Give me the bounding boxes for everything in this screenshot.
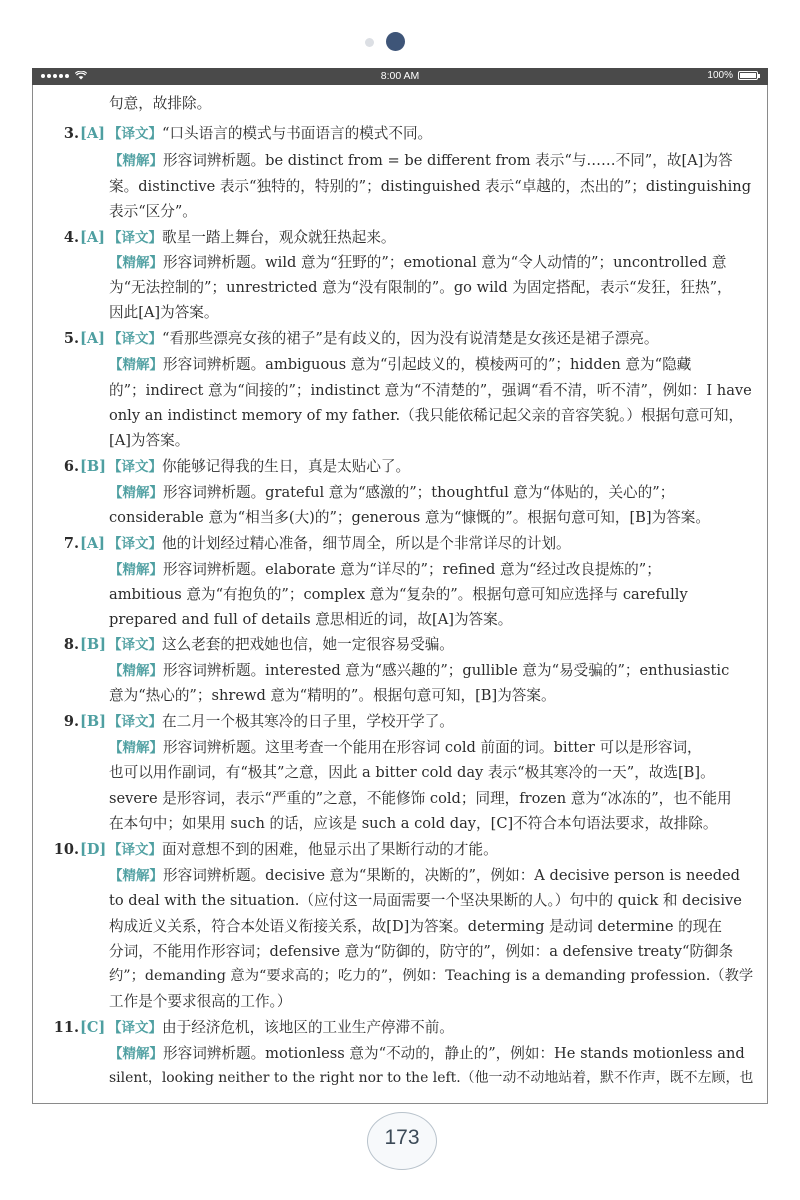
translation-line: 【译文】面对意想不到的困难，他显示出了果断行动的才能。 (108, 841, 498, 858)
analysis-line: 分词，不能用作形容词；defensive 意为“防御的，防守的”，例如：a defensive treaty“防御条 (109, 943, 734, 960)
analysis-line: 【精解】形容词辨析题。be distinct from = be different from 表示“与……不同”，故[A]为答 (109, 152, 733, 169)
answer-key: [B] (80, 458, 106, 475)
camera-icon (386, 32, 405, 51)
analysis-line: silent，looking neither to the right nor to the left.（他一动不动地站着，默不作声，既不左顾，也 (109, 1070, 754, 1086)
answer-key: [D] (80, 841, 107, 858)
page-number: 173 (384, 1126, 420, 1149)
analysis-line: 【精解】形容词辨析题。wild 意为“狂野的”；emotional 意为“令人动情的”；uncontrolled 意 (109, 254, 727, 271)
analysis-line: 【精解】形容词辨析题。interested 意为“感兴趣的”；gullible 意为“易受骗的”；enthusiastic (109, 662, 730, 679)
analysis-line: ambitious 意为“有抱负的”；complex 意为“复杂的”。根据句意可知应选择与 carefully (109, 586, 688, 603)
question-number: 8. (63, 636, 79, 653)
question-number: 7. (63, 535, 79, 552)
translation-line: 【译文】他的计划经过精心准备，细节周全，所以是个非常详尽的计划。 (108, 535, 571, 552)
analysis-line: 为“无法控制的”；unrestricted 意为“没有限制的”。go wild 为固定搭配，表示“发狂，狂热”， (109, 279, 732, 296)
translation-line: 【译文】你能够记得我的生日，真是太贴心了。 (108, 458, 411, 475)
status-time: 8:00 AM (380, 70, 420, 82)
translation-tag: 【译文】 (108, 126, 162, 142)
answer-key: [A] (80, 535, 105, 552)
analysis-line: 构成近义关系，符合本处语义衔接关系，故[D]为答案。determing 是动词 determine 的现在 (109, 918, 722, 935)
analysis-line: 表示“区分”。 (109, 203, 197, 220)
question-number: 4. (63, 229, 79, 246)
answer-key: [C] (80, 1019, 106, 1036)
analysis-line: 【精解】形容词辨析题。decisive 意为“果断的，决断的”，例如：A decisive person is needed (109, 867, 741, 884)
analysis-line: 案。distinctive 表示“独特的，特别的”；distinguished 表示“卓越的，杰出的”；distinguishing (109, 178, 752, 195)
battery-level (740, 73, 756, 78)
translation-line: 【译文】由于经济危机，该地区的工业生产停滞不前。 (108, 1019, 454, 1036)
analysis-line: 【精解】形容词辨析题。motionless 意为“不动的，静止的”，例如：He stands motionless and (109, 1045, 745, 1062)
analysis-line: to deal with the situation.（应付这一局面需要一个坚决果断的人。）句中的 quick 和 decisive (109, 892, 742, 909)
translation-line: 【译文】在二月一个极其寒冷的日子里，学校开学了。 (108, 713, 454, 730)
analysis-line: prepared and full of details 意思相近的词，故[A]为答案。 (109, 611, 513, 628)
answer-key: [A] (80, 229, 105, 246)
analysis-line: severe 是形容词，表示“严重的”之意，不能修饰 cold；同理，frozen 意为“冰冻的”，也不能用 (109, 790, 732, 807)
battery-icon (738, 71, 758, 80)
analysis-line: 工作是个要求很高的工作。） (109, 993, 292, 1010)
analysis-line: 的”；indirect 意为“间接的”；indistinct 意为“不清楚的”，强调“看不清，听不清”，例如：I have (109, 382, 752, 399)
question-number: 10. (53, 841, 79, 858)
answer-key: [A] (80, 125, 105, 142)
analysis-line: 因此[A]为答案。 (109, 304, 219, 321)
continued-text: 句意，故排除。 (109, 95, 212, 112)
analysis-line: only an indistinct memory of my father.（我只能依稀记起父亲的音容笑貌。）根据句意可知， (109, 407, 744, 424)
translation-line: 【译文】歌星一踏上舞台，观众就狂热起来。 (108, 229, 396, 246)
analysis-line: [A]为答案。 (109, 432, 190, 449)
analysis-line: 在本句中；如果用 such 的话，应该是 such a cold day，[C]不符合本句语法要求，故排除。 (109, 815, 718, 832)
translation-line: 【译文】“看那些漂亮女孩的裙子”是有歧义的，因为没有说清楚是女孩还是裙子漂亮。 (108, 330, 659, 347)
question-number: 11. (53, 1019, 79, 1036)
status-bar (32, 68, 768, 85)
analysis-line: 【精解】形容词辨析题。ambiguous 意为“引起歧义的，模棱两可的”；hidden 意为“隐藏 (109, 356, 692, 373)
translation-line: 【译文】“口头语言的模式与书面语言的模式不同。 (108, 125, 433, 142)
answer-key: [A] (80, 330, 105, 347)
analysis-line: 也可以用作副词，有“极其”之意，因此 a bitter cold day 表示“极其寒冷的一天”，故选[B]。 (109, 764, 715, 781)
analysis-line: 意为“热心的”；shrewd 意为“精明的”。根据句意可知，[B]为答案。 (109, 687, 556, 704)
analysis-line: 约”；demanding 意为“要求高的；吃力的”，例如：Teaching is a demanding profession.（教学 (109, 968, 754, 984)
question-number: 3. (63, 125, 79, 142)
analysis-tag: 【精解】 (109, 153, 163, 169)
analysis-line: considerable 意为“相当多(大)的”；generous 意为“慷慨的”。根据句意可知，[B]为答案。 (109, 509, 710, 526)
question-number: 9. (63, 713, 79, 730)
battery-percent: 100% (707, 70, 733, 81)
question-number: 6. (63, 458, 79, 475)
translation-line: 【译文】这么老套的把戏她也信，她一定很容易受骗。 (108, 636, 454, 653)
sensor-dot (365, 38, 374, 47)
question-number: 5. (63, 330, 79, 347)
answer-key: [B] (80, 713, 106, 730)
answer-key: [B] (80, 636, 106, 653)
analysis-line: 【精解】形容词辨析题。这里考查一个能用在形容词 cold 前面的词。bitter 可以是形容词， (109, 739, 702, 756)
analysis-line: 【精解】形容词辨析题。grateful 意为“感激的”；thoughtful 意为“体贴的，关心的”； (109, 484, 675, 501)
analysis-line: 【精解】形容词辨析题。elaborate 意为“详尽的”；refined 意为“经过改良提炼的”； (109, 561, 661, 578)
